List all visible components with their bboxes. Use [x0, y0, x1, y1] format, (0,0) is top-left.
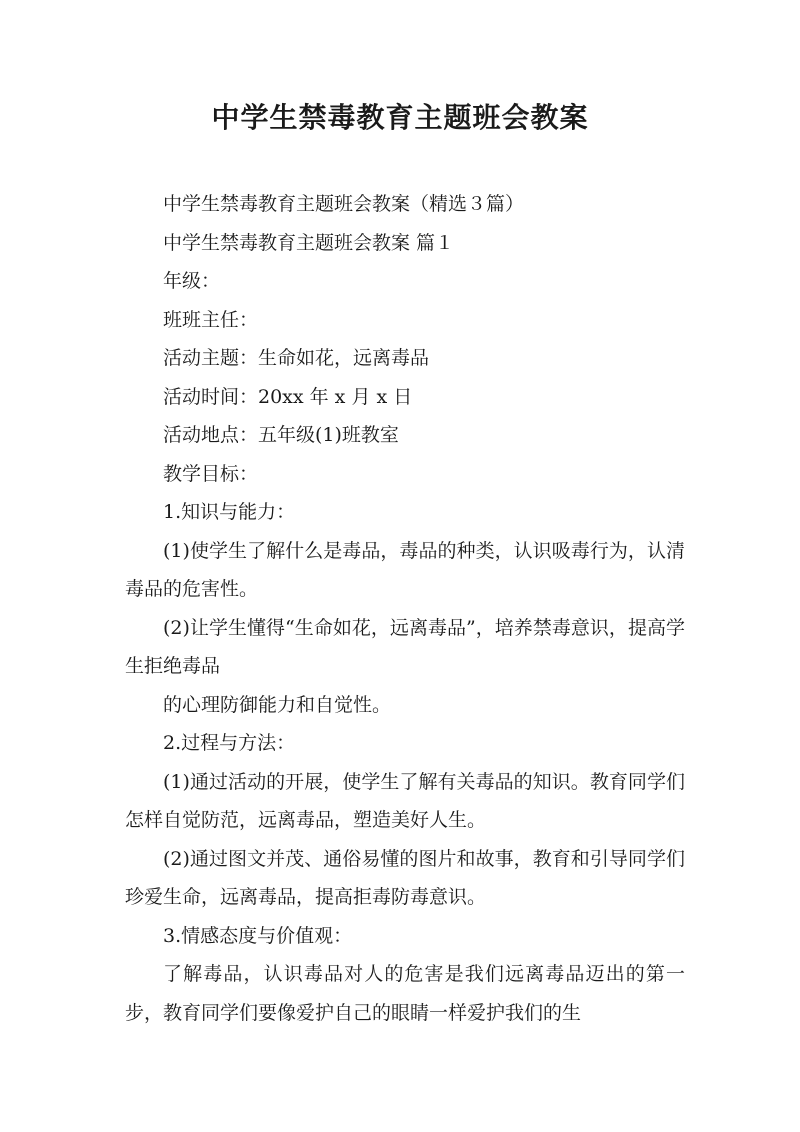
paragraph-grade: 年级：	[163, 270, 221, 292]
document-body	[125, 185, 685, 1032]
paragraph-knowledge-2-cont: 的心理防御能力和自觉性。	[163, 693, 392, 716]
paragraph-process-heading: 2.过程与方法：	[163, 732, 296, 754]
paragraph-time: 活动时间：20xx 年 x 月 x 日	[163, 385, 413, 408]
paragraph-values-heading: 3.情感态度与价值观：	[163, 924, 353, 947]
paragraph-theme: 活动主题：生命如花，远离毒品	[163, 347, 430, 369]
paragraph-objectives-heading: 教学目标：	[163, 462, 259, 485]
document-title: 中学生禁毒教育主题班会教案	[211, 101, 589, 134]
paragraph-knowledge-1: (1)使学生了解什么是毒品，毒品的种类，认识吸毒行为，认清毒品的危害性。	[125, 539, 685, 600]
paragraph-teacher: 班班主任：	[163, 308, 259, 331]
paragraph-knowledge-heading: 1.知识与能力：	[163, 501, 296, 523]
paragraph-subtitle: 中学生禁毒教育主题班会教案（精选３篇）	[163, 193, 525, 215]
paragraph-section-heading: 中学生禁毒教育主题班会教案 篇１	[163, 231, 455, 254]
paragraph-values-1: 了解毒品，认识毒品对人的危害是我们远离毒品迈出的第一步，教育同学们要像爱护自己的眼睛一样爱护我们的生	[125, 963, 685, 1024]
paragraph-knowledge-2: (2)让学生懂得“生命如花，远离毒品”，培养禁毒意识，提高学生拒绝毒品	[125, 616, 685, 677]
paragraph-process-1: (1)通过活动的开展，使学生了解有关毒品的知识。教育同学们怎样自觉防范，远离毒品，塑造美好人生。	[125, 770, 685, 831]
paragraph-process-2: (2)通过图文并茂、通俗易懂的图片和故事，教育和引导同学们珍爱生命，远离毒品，提高拒毒防毒意识。	[125, 847, 685, 908]
paragraph-location: 活动地点：五年级(1)班教室	[163, 424, 399, 446]
